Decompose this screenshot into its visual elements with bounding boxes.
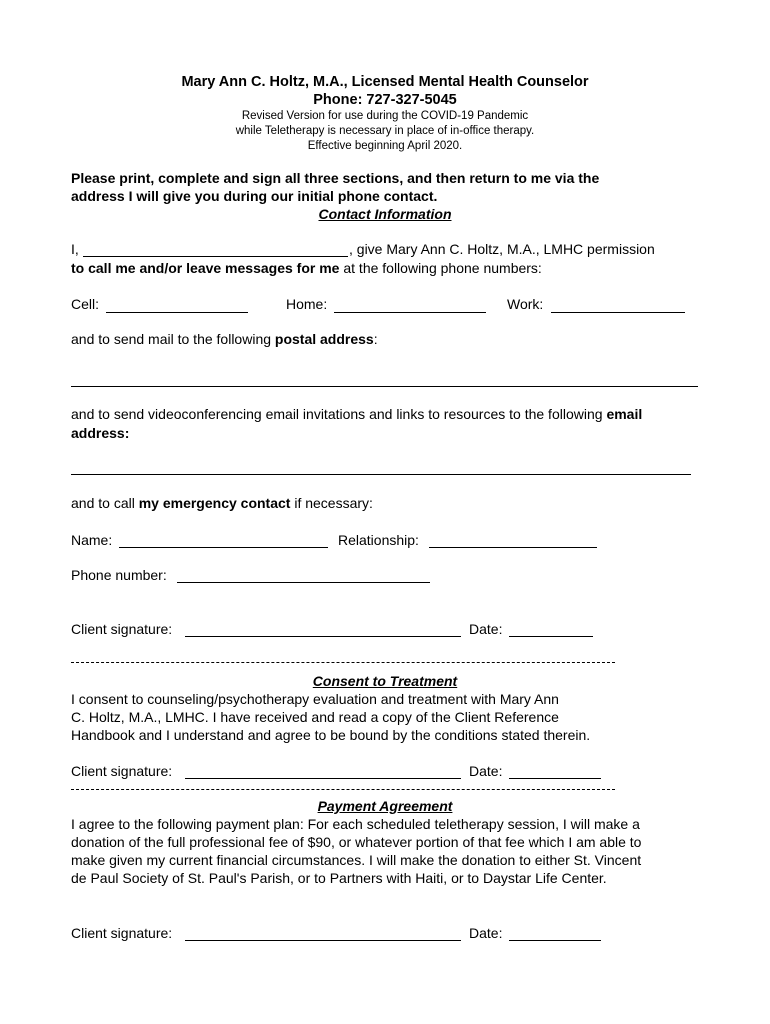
work-phone-field[interactable] [551,296,685,313]
client-name-field[interactable] [83,240,348,257]
email-bold-1: email [606,406,643,422]
consent-line-3: Handbook and I understand and agree to be bound by the conditions stated therein. [71,727,591,743]
i-prefix: I, [71,241,79,257]
emergency-contact-text [71,495,373,511]
contact-signature-label: Client signature: [71,621,173,637]
emergency-suffix: if necessary: [290,495,373,511]
payment-date-field[interactable] [509,924,601,941]
relationship-label: Relationship: [338,532,419,548]
document-title: Mary Ann C. Holtz, M.A., Licensed Mental Health Counselor [181,74,589,90]
relationship-field[interactable] [429,531,597,548]
emergency-name-label: Name: [71,532,113,548]
consent-line-1: I consent to counseling/psychotherapy evaluation and treatment with Mary Ann [71,691,559,707]
instructions-line-2: address I will give you during our initial phone contact. [71,188,438,204]
cell-phone-field[interactable] [106,296,248,313]
effective-date-note: Effective beginning April 2020. [307,140,463,152]
consent-signature-field[interactable] [185,762,461,779]
consent-line-2: C. Holtz, M.A., LMHC. I have received and read a copy of the Client Reference [71,709,559,725]
consent-section-title: Consent to Treatment [312,673,458,689]
payment-section-title: Payment Agreement [317,798,453,814]
emergency-phone-field[interactable] [177,566,430,583]
email-text-line-1 [71,406,642,422]
phone-number: Phone: 727-327-5045 [313,92,457,108]
section-divider [71,789,615,790]
email-text-line-2: address: [71,425,130,441]
call-permission-rest: at the following phone numbers: [339,260,542,276]
contact-date-field[interactable] [509,620,593,637]
cell-label: Cell: [71,296,100,312]
payment-line-3: make given my current financial circumstances. I will make the donation to either St. Vincent [71,852,642,868]
contact-signature-field[interactable] [185,620,461,637]
postal-suffix: : [373,331,378,347]
payment-line-4: de Paul Society of St. Paul's Parish, or to Partners with Haiti, or to Daystar Life Center. [71,870,607,886]
consent-date-field[interactable] [509,762,601,779]
permission-text: , give Mary Ann C. Holtz, M.A., LMHC permission [349,241,655,257]
payment-signature-label: Client signature: [71,925,173,941]
postal-address-text [71,331,378,347]
email-prefix: and to send videoconferencing email invitations and links to resources to the following [71,406,607,422]
call-permission-bold: to call me and/or leave messages for me [71,260,340,276]
emergency-prefix: and to call [71,495,139,511]
postal-bold: postal address [274,331,374,347]
payment-signature-field[interactable] [185,924,461,941]
payment-line-2: donation of the full professional fee of $90, or whatever portion of that fee which I am able to [71,834,642,850]
emergency-bold: my emergency contact [138,495,291,511]
home-label: Home: [286,296,328,312]
email-address-field[interactable] [71,458,691,475]
work-label: Work: [507,296,544,312]
call-permission-line [71,260,542,276]
revised-note-2: while Teletherapy is necessary in place of in-office therapy. [235,125,535,137]
consent-date-label: Date: [469,763,503,779]
section-divider [71,662,615,663]
contact-section-title: Contact Information [318,206,452,222]
home-phone-field[interactable] [334,296,486,313]
contact-date-label: Date: [469,621,503,637]
payment-date-label: Date: [469,925,503,941]
emergency-name-field[interactable] [119,531,328,548]
payment-line-1: I agree to the following payment plan: For each scheduled teletherapy session, I will make a [71,816,640,832]
postal-prefix: and to send mail to the following [71,331,275,347]
consent-signature-label: Client signature: [71,763,173,779]
revised-note-1: Revised Version for use during the COVID-19 Pandemic [241,110,529,122]
postal-address-field[interactable] [71,370,698,387]
emergency-phone-label: Phone number: [71,567,167,583]
instructions-line-1: Please print, complete and sign all three sections, and then return to me via the [71,170,600,186]
